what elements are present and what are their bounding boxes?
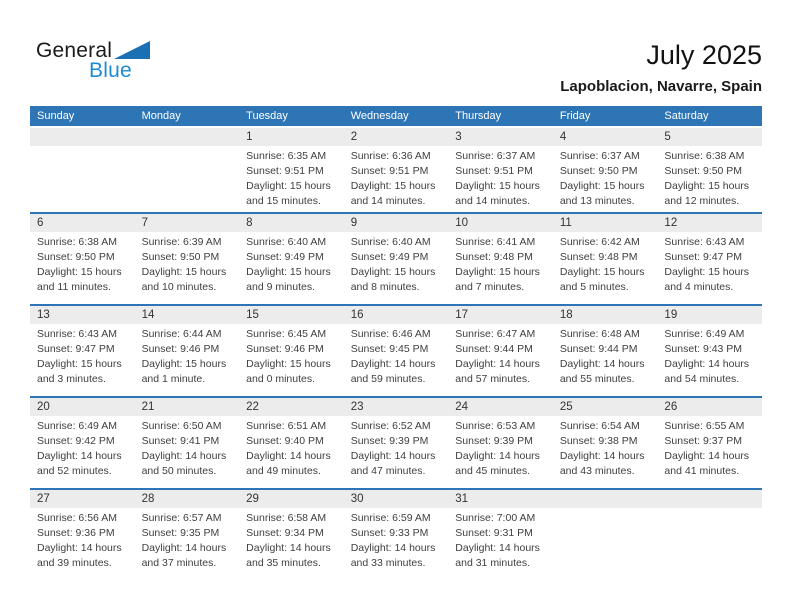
sunrise-text: Sunrise: 6:37 AM [455,150,536,162]
sunset-text: Sunset: 9:35 PM [141,527,220,539]
daylight-text-line1: Daylight: 15 hours [246,358,331,370]
daylight-text-line2: and 1 minute. [141,373,206,385]
day-number: 12 [657,214,762,232]
day-details [448,508,553,571]
sunset-text: Sunset: 9:48 PM [559,251,638,263]
weekday-saturday: Saturday [664,110,709,122]
day-cell-25 [553,398,658,488]
day-number: 22 [239,398,344,416]
weekday-tuesday: Tuesday [246,110,288,122]
sunrise-text: Sunrise: 6:40 AM [350,236,431,248]
day-details [657,146,762,209]
sunrise-text: Sunrise: 6:59 AM [350,512,431,524]
daylight-text-line2: and 4 minutes. [664,281,734,293]
day-number [553,490,658,508]
logo-triangle-icon [114,41,150,61]
day-details [30,324,135,387]
daylight-text-line1: Daylight: 14 hours [455,450,540,462]
daylight-text-line1: Daylight: 15 hours [141,266,227,278]
day-details [30,508,135,571]
daylight-text-line1: Daylight: 15 hours [37,266,122,278]
day-cell-2 [344,128,449,212]
sunrise-text: Sunrise: 6:43 AM [37,328,117,340]
sunset-text: Sunset: 9:50 PM [559,165,638,177]
day-cell-14 [135,306,240,396]
day-cell-empty [553,490,658,580]
day-details [239,416,344,479]
sunset-text: Sunset: 9:34 PM [246,527,324,539]
week-row-1 [30,128,762,212]
day-number: 17 [448,306,553,324]
day-cell-17 [448,306,553,396]
sunrise-text: Sunrise: 6:40 AM [246,236,327,248]
calendar-grid [30,106,762,580]
daylight-text-line1: Daylight: 14 hours [246,542,331,554]
daylight-text-line1: Daylight: 15 hours [559,180,645,192]
sunset-text: Sunset: 9:51 PM [246,165,324,177]
daylight-text-line2: and 39 minutes. [37,557,112,569]
daylight-text-line2: and 45 minutes. [455,465,530,477]
sunset-text: Sunset: 9:49 PM [246,251,324,263]
day-cell-9 [344,214,449,304]
day-cell-7 [135,214,240,304]
sunrise-text: Sunrise: 6:52 AM [350,420,431,432]
day-details [135,232,240,295]
daylight-text-line2: and 14 minutes. [455,195,530,207]
daylight-text-line1: Daylight: 15 hours [664,266,750,278]
daylight-text-line1: Daylight: 14 hours [141,542,227,554]
day-cell-21 [135,398,240,488]
daylight-text-line1: Daylight: 14 hours [37,542,122,554]
day-details [239,146,344,209]
daylight-text-line2: and 41 minutes. [664,465,740,477]
sunset-text: Sunset: 9:47 PM [664,251,743,263]
daylight-text-line1: Daylight: 14 hours [350,358,436,370]
day-details [448,232,553,295]
weekday-wednesday: Wednesday [350,110,409,122]
day-details [448,146,553,209]
day-number: 25 [553,398,658,416]
sunrise-text: Sunrise: 6:49 AM [37,420,117,432]
daylight-text-line2: and 15 minutes. [246,195,321,207]
day-details [448,324,553,387]
day-cell-12 [657,214,762,304]
daylight-text-line2: and 7 minutes. [455,281,525,293]
daylight-text-line2: and 12 minutes. [664,195,740,207]
day-number: 28 [135,490,240,508]
daylight-text-line2: and 31 minutes. [455,557,530,569]
day-details [448,416,553,479]
daylight-text-line2: and 52 minutes. [37,465,112,477]
logo-text-blue: Blue [89,59,132,82]
day-number: 1 [239,128,344,146]
day-cell-22 [239,398,344,488]
week-row-3 [30,304,762,396]
day-number: 23 [344,398,449,416]
week-row-5 [30,488,762,580]
daylight-text-line2: and 47 minutes. [350,465,426,477]
day-cell-empty [657,490,762,580]
sunset-text: Sunset: 9:50 PM [664,165,743,177]
sunrise-text: Sunrise: 6:39 AM [141,236,222,248]
daylight-text-line2: and 37 minutes. [141,557,217,569]
calendar-location: Lapoblacion, Navarre, Spain [560,78,762,95]
day-details [135,416,240,479]
sunset-text: Sunset: 9:46 PM [141,343,220,355]
sunset-text: Sunset: 9:50 PM [141,251,220,263]
day-details [553,146,658,209]
day-cell-6 [30,214,135,304]
daylight-text-line1: Daylight: 14 hours [455,542,540,554]
daylight-text-line1: Daylight: 15 hours [37,358,122,370]
sunset-text: Sunset: 9:39 PM [350,435,429,447]
sunrise-text: Sunrise: 6:53 AM [455,420,536,432]
day-cell-10 [448,214,553,304]
sunrise-text: Sunrise: 6:47 AM [455,328,536,340]
sunrise-text: Sunrise: 6:58 AM [246,512,327,524]
day-cell-empty [30,128,135,212]
sunset-text: Sunset: 9:36 PM [37,527,115,539]
daylight-text-line2: and 50 minutes. [141,465,217,477]
sunset-text: Sunset: 9:40 PM [246,435,324,447]
sunset-text: Sunset: 9:49 PM [350,251,429,263]
daylight-text-line2: and 43 minutes. [559,465,635,477]
daylight-text-line2: and 35 minutes. [246,557,321,569]
day-cell-20 [30,398,135,488]
day-details [344,416,449,479]
day-details [344,508,449,571]
day-number: 27 [30,490,135,508]
day-number: 14 [135,306,240,324]
sunrise-text: Sunrise: 6:44 AM [141,328,222,340]
sunset-text: Sunset: 9:33 PM [350,527,429,539]
sunset-text: Sunset: 9:50 PM [37,251,115,263]
daylight-text-line2: and 9 minutes. [246,281,316,293]
day-cell-29 [239,490,344,580]
daylight-text-line2: and 49 minutes. [246,465,321,477]
day-cell-1 [239,128,344,212]
day-details [344,232,449,295]
sunrise-text: Sunrise: 6:46 AM [350,328,431,340]
daylight-text-line1: Daylight: 14 hours [455,358,540,370]
sunrise-text: Sunrise: 6:42 AM [559,236,640,248]
day-cell-18 [553,306,658,396]
sunrise-text: Sunrise: 6:37 AM [559,150,640,162]
day-cell-3 [448,128,553,212]
general-blue-logo [36,40,186,86]
daylight-text-line2: and 57 minutes. [455,373,530,385]
sunrise-text: Sunrise: 7:00 AM [455,512,536,524]
day-details [239,324,344,387]
daylight-text-line1: Daylight: 14 hours [350,542,436,554]
day-number: 21 [135,398,240,416]
sunset-text: Sunset: 9:41 PM [141,435,220,447]
daylight-text-line2: and 10 minutes. [141,281,217,293]
week-row-2 [30,212,762,304]
day-cell-empty [135,128,240,212]
day-details [344,146,449,209]
weekday-sunday: Sunday [37,110,75,122]
daylight-text-line1: Daylight: 15 hours [455,180,540,192]
day-number: 7 [135,214,240,232]
weekday-monday: Monday [141,110,181,122]
day-number [657,490,762,508]
day-number: 20 [30,398,135,416]
day-details [135,508,240,571]
day-number: 6 [30,214,135,232]
day-cell-15 [239,306,344,396]
daylight-text-line2: and 5 minutes. [559,281,629,293]
day-cell-8 [239,214,344,304]
day-cell-28 [135,490,240,580]
daylight-text-line1: Daylight: 14 hours [350,450,436,462]
sunrise-text: Sunrise: 6:56 AM [37,512,117,524]
daylight-text-line1: Daylight: 14 hours [559,450,645,462]
day-cell-31 [448,490,553,580]
daylight-text-line1: Daylight: 15 hours [559,266,645,278]
daylight-text-line2: and 33 minutes. [350,557,426,569]
daylight-text-line1: Daylight: 15 hours [141,358,227,370]
sunset-text: Sunset: 9:48 PM [455,251,533,263]
day-number: 31 [448,490,553,508]
sunset-text: Sunset: 9:43 PM [664,343,743,355]
daylight-text-line2: and 13 minutes. [559,195,635,207]
daylight-text-line1: Daylight: 15 hours [350,266,436,278]
daylight-text-line2: and 11 minutes. [37,281,111,293]
day-cell-24 [448,398,553,488]
day-cell-5 [657,128,762,212]
day-details [657,416,762,479]
sunset-text: Sunset: 9:47 PM [37,343,115,355]
daylight-text-line1: Daylight: 15 hours [246,180,331,192]
sunset-text: Sunset: 9:38 PM [559,435,638,447]
day-cell-16 [344,306,449,396]
day-number: 18 [553,306,658,324]
day-details [657,232,762,295]
sunset-text: Sunset: 9:42 PM [37,435,115,447]
sunset-text: Sunset: 9:37 PM [664,435,743,447]
day-number [135,128,240,146]
week-row-4 [30,396,762,488]
day-details [344,324,449,387]
day-number: 24 [448,398,553,416]
sunrise-text: Sunrise: 6:38 AM [37,236,117,248]
sunrise-text: Sunrise: 6:55 AM [664,420,745,432]
sunset-text: Sunset: 9:39 PM [455,435,533,447]
day-details [239,508,344,571]
daylight-text-line2: and 59 minutes. [350,373,426,385]
day-number: 8 [239,214,344,232]
day-number: 9 [344,214,449,232]
sunrise-text: Sunrise: 6:38 AM [664,150,745,162]
sunset-text: Sunset: 9:45 PM [350,343,429,355]
sunrise-text: Sunrise: 6:43 AM [664,236,745,248]
sunrise-text: Sunrise: 6:50 AM [141,420,222,432]
sunset-text: Sunset: 9:51 PM [350,165,429,177]
day-number: 2 [344,128,449,146]
sunset-text: Sunset: 9:31 PM [455,527,533,539]
day-details [553,416,658,479]
weekday-thursday: Thursday [455,110,502,122]
day-number: 26 [657,398,762,416]
day-cell-11 [553,214,658,304]
day-number: 10 [448,214,553,232]
day-number [30,128,135,146]
daylight-text-line1: Daylight: 14 hours [141,450,227,462]
daylight-text-line2: and 14 minutes. [350,195,426,207]
sunrise-text: Sunrise: 6:36 AM [350,150,431,162]
sunset-text: Sunset: 9:44 PM [455,343,533,355]
weekday-header-row [30,106,762,126]
daylight-text-line2: and 8 minutes. [350,281,420,293]
sunrise-text: Sunrise: 6:57 AM [141,512,222,524]
daylight-text-line1: Daylight: 15 hours [455,266,540,278]
day-details [135,324,240,387]
calendar-title: July 2025 [646,40,762,70]
day-cell-27 [30,490,135,580]
day-cell-4 [553,128,658,212]
daylight-text-line2: and 54 minutes. [664,373,740,385]
day-number: 4 [553,128,658,146]
sunrise-text: Sunrise: 6:35 AM [246,150,327,162]
day-details [30,232,135,295]
sunset-text: Sunset: 9:46 PM [246,343,324,355]
day-details [30,416,135,479]
day-number: 16 [344,306,449,324]
day-number: 15 [239,306,344,324]
daylight-text-line1: Daylight: 15 hours [350,180,436,192]
day-cell-19 [657,306,762,396]
day-cell-23 [344,398,449,488]
sunrise-text: Sunrise: 6:48 AM [559,328,640,340]
daylight-text-line1: Daylight: 14 hours [664,450,750,462]
daylight-text-line2: and 3 minutes. [37,373,106,385]
day-details [553,232,658,295]
sunrise-text: Sunrise: 6:51 AM [246,420,327,432]
day-number: 29 [239,490,344,508]
day-number: 30 [344,490,449,508]
day-number: 5 [657,128,762,146]
day-details [239,232,344,295]
daylight-text-line1: Daylight: 15 hours [664,180,750,192]
day-cell-30 [344,490,449,580]
daylight-text-line2: and 0 minutes. [246,373,316,385]
daylight-text-line1: Daylight: 14 hours [664,358,750,370]
daylight-text-line1: Daylight: 14 hours [37,450,122,462]
day-cell-26 [657,398,762,488]
day-number: 19 [657,306,762,324]
day-number: 11 [553,214,658,232]
daylight-text-line1: Daylight: 15 hours [246,266,331,278]
weekday-friday: Friday [559,110,591,122]
sunrise-text: Sunrise: 6:54 AM [559,420,640,432]
day-details [657,324,762,387]
sunrise-text: Sunrise: 6:49 AM [664,328,745,340]
day-details [553,324,658,387]
sunset-text: Sunset: 9:51 PM [455,165,533,177]
sunrise-text: Sunrise: 6:41 AM [455,236,536,248]
day-number: 13 [30,306,135,324]
daylight-text-line2: and 55 minutes. [559,373,635,385]
day-number: 3 [448,128,553,146]
day-cell-13 [30,306,135,396]
sunrise-text: Sunrise: 6:45 AM [246,328,327,340]
sunset-text: Sunset: 9:44 PM [559,343,638,355]
daylight-text-line1: Daylight: 14 hours [246,450,331,462]
logo-text-general: General [36,39,113,62]
daylight-text-line1: Daylight: 14 hours [559,358,645,370]
